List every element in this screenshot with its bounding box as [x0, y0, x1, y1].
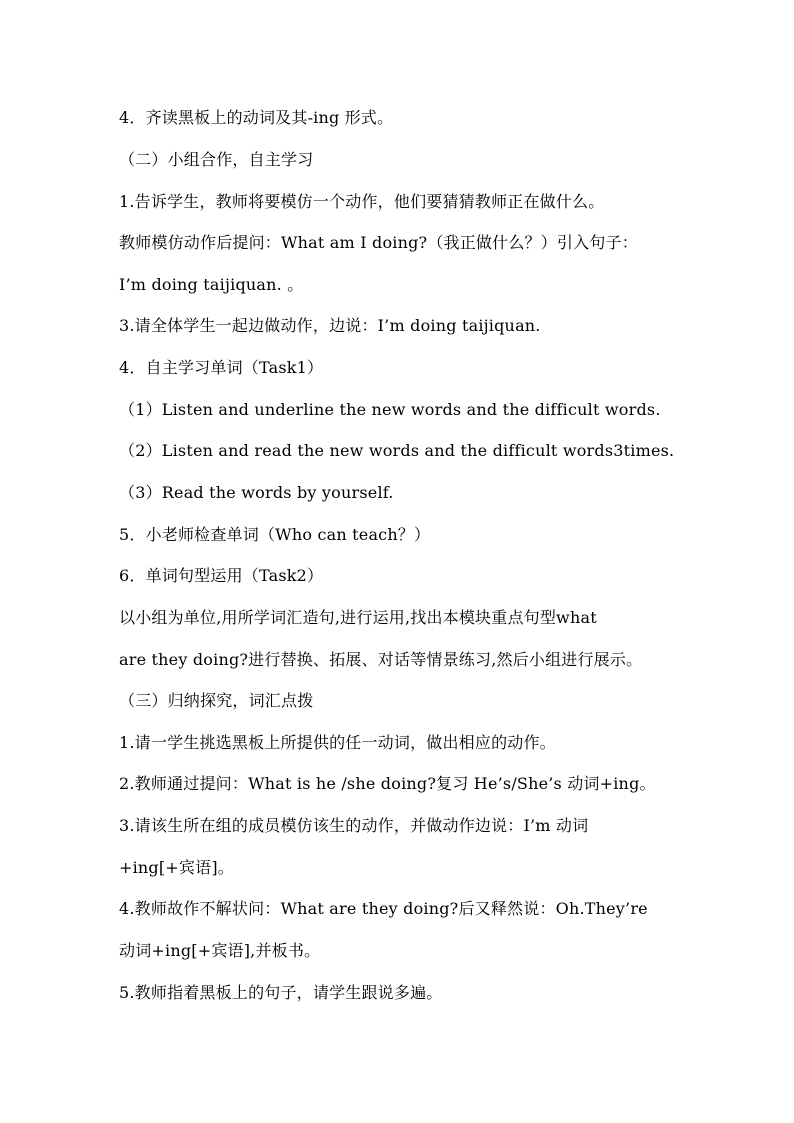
text-line: 4．自主学习单词（Task1）	[119, 358, 324, 377]
text-line: 3.请全体学生一起边做动作，边说：I’m doing taijiquan.	[119, 316, 541, 335]
text-line: （3）Read the words by yourself.	[119, 483, 394, 502]
text-line: （1）Listen and underline the new words and the difficult words.	[119, 400, 661, 419]
text-line: 教师模仿动作后提问：What am I doing?（我正做什么？）引入句子：	[119, 233, 638, 252]
text-line: 1.请一学生挑选黑板上所提供的任一动词，做出相应的动作。	[119, 733, 556, 752]
text-line: 以小组为单位,用所学词汇造句,进行运用,找出本模块重点句型what	[119, 608, 597, 627]
text-line: 5．小老师检查单词（Who can teach？）	[119, 525, 431, 544]
text-line: 4.教师故作不解状问：What are they doing?后又释然说：Oh.They’re	[119, 899, 648, 918]
text-line: 6．单词句型运用（Task2）	[119, 566, 324, 585]
text-line: 2.教师通过提问：What is he /she doing?复习 He’s/She’s 动词+ing。	[119, 774, 656, 793]
text-line: 5.教师指着黑板上的句子，请学生跟说多遍。	[119, 983, 443, 1002]
text-line: 4．齐读黑板上的动词及其-ing 形式。	[119, 108, 394, 127]
text-line: （2）Listen and read the new words and the difficult words3times.	[119, 441, 675, 460]
section-heading: （二）小组合作，自主学习	[119, 150, 314, 169]
text-line: +ing[+宾语]。	[119, 858, 234, 877]
text-line: 3.请该生所在组的成员模仿该生的动作，并做动作边说：I’m 动词	[119, 816, 589, 835]
text-line: 动词+ing[+宾语],并板书。	[119, 941, 321, 960]
text-line: 1.告诉学生，教师将要模仿一个动作，他们要猜猜教师正在做什么。	[119, 192, 605, 211]
section-heading: （三）归纳探究，词汇点拨	[119, 691, 314, 710]
text-line: I’m doing taijiquan. 。	[119, 275, 304, 294]
text-line: are they doing?进行替换、拓展、对话等情景练习,然后小组进行展示。	[119, 650, 643, 669]
